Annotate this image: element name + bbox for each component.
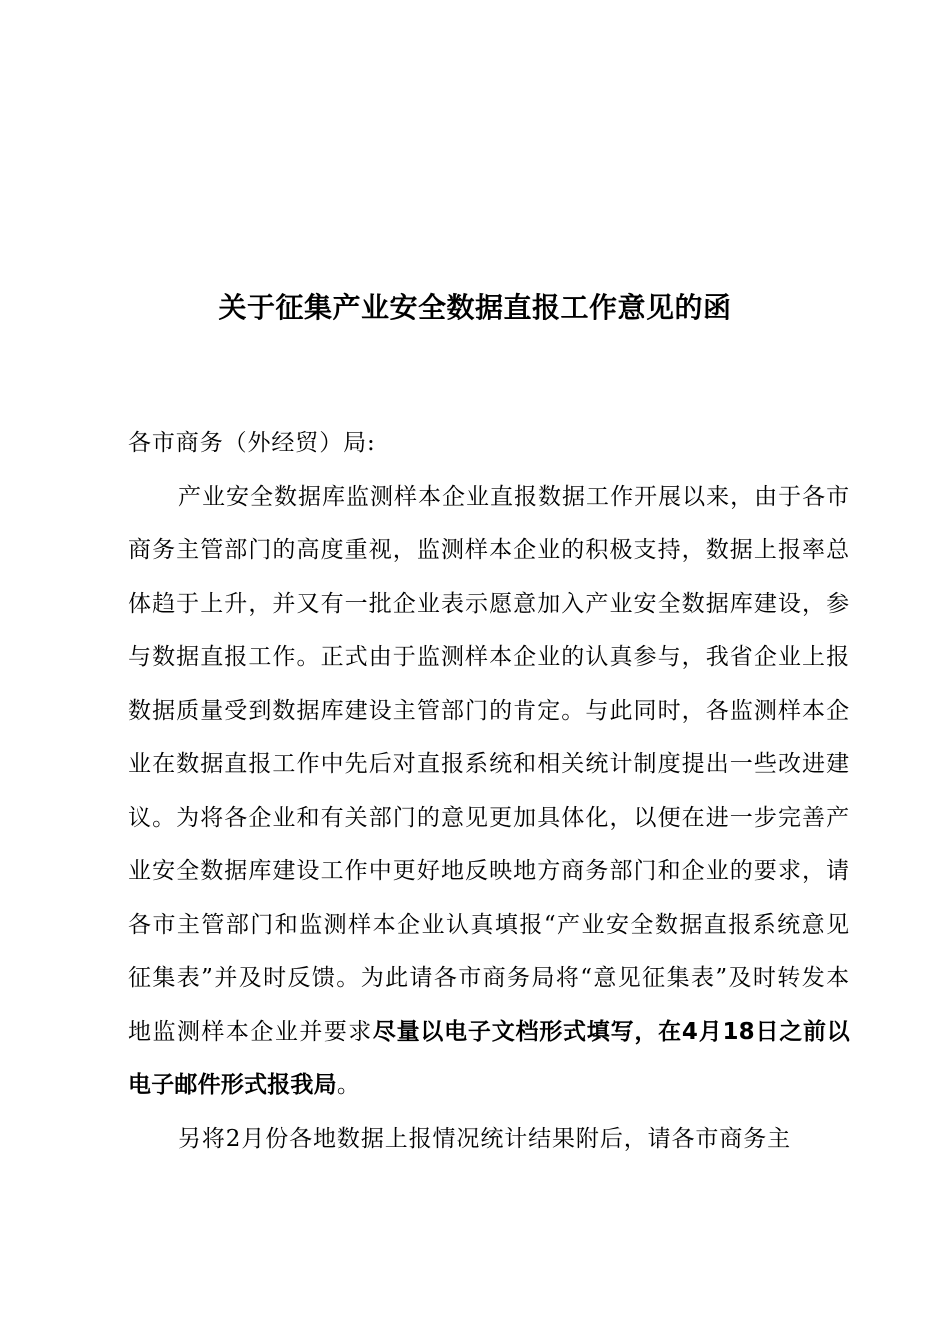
paragraph-main-end: 。 xyxy=(336,1072,361,1098)
paragraph-followup: 另将2月份各地数据上报情况统计结果附后，请各市商务主 xyxy=(178,1125,792,1152)
paragraph-main-text: 产业安全数据库监测样本企业直报数据工作开展以来，由于各市商务主管部门的高度重视，监测样本企业的积极支持，数据上报率总体趋于上升，并又有一批企业表示愿意加入产业安全数据库建设，参与数据直报工作。正式由于监测样本企业的认真参与，我省企业上报数据质量受到数据库建设主管部门的肯定。与此同时，各监测样本企业在数据直报工作中先后对直报系统和相关统计制度提出一些改进建议。为将各企业和有关部门的意见更加具体化，以便在进一步完善产业安全数据库建设工作中更好地反映地方商务部门和企业的要求，请各市主管部门和监测样本企业认真填报“产业安全数据直报系统意见征集表”并及时反馈。为此请各市商务局将“意见征集表”及时转发本地监测样本企业并要求 xyxy=(128,483,850,1045)
document-title: 关于征集产业安全数据直报工作意见的函 xyxy=(218,291,732,324)
paragraph-main xyxy=(128,471,850,1113)
emphasized-deadline-text: 尽量以电子文档形式填写，在4月18日之前以电子邮件形式报我局 xyxy=(128,1018,851,1098)
salutation: 各市商务（外经贸）局: xyxy=(128,430,376,456)
document-body xyxy=(128,417,850,1166)
